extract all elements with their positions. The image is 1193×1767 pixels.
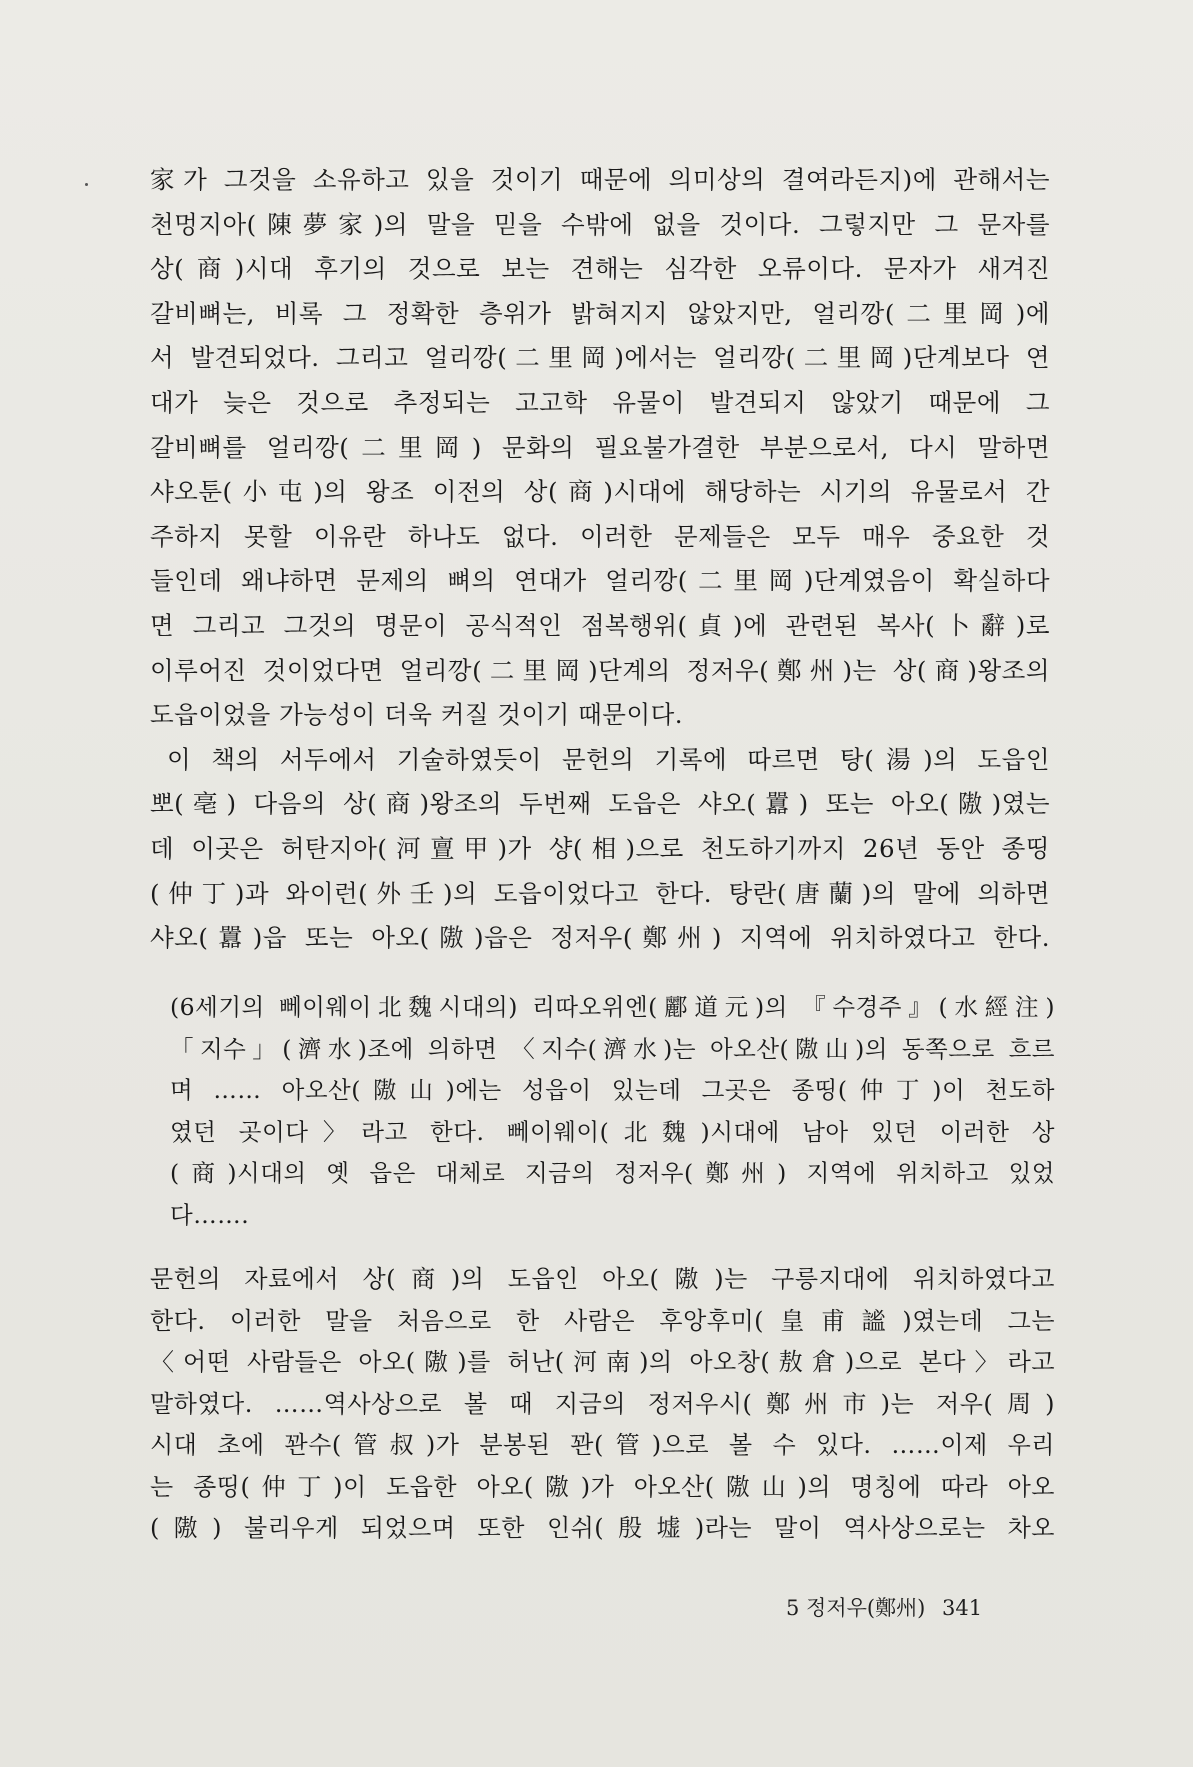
text-line: 갈비뼈는, 비록 그 정확한 층위가 밝혀지지 않았지만, 얼리깡(二里岡)에 <box>150 298 1050 328</box>
text-line: 〈어떤 사람들은 아오(隞)를 허난(河南)의 아오창(敖倉)으로 본다〉라고 <box>150 1348 1055 1376</box>
text-line: 뽀(亳) 다음의 상(商)왕조의 두번째 도읍은 샤오(囂) 또는 아오(隞)였는 <box>150 789 1050 819</box>
text-line: (隞) 불리우게 되었으며 또한 인쉬(殷墟)라는 말이 역사상으로는 차오 <box>150 1514 1055 1542</box>
text-line: 서 발견되었다. 그리고 얼리깡(二里岡)에서는 얼리깡(二里岡)단계보다 연 <box>150 343 1050 373</box>
text-line: 주하지 못할 이유란 하나도 없다. 이러한 문제들은 모두 매우 중요한 것 <box>150 521 1050 551</box>
quote-line: 「지수」(濟水)조에 의하면 〈지수(濟水)는 아오산(隞山)의 동쪽으로 흐르 <box>170 1034 1055 1063</box>
page-footer <box>786 1592 992 1622</box>
text-line: 면 그리고 그것의 명문이 공식적인 점복행위(貞)에 관련된 복사(卜辭)로 <box>150 610 1050 640</box>
text-line: 천멍지아(陳夢家)의 말을 믿을 수밖에 없을 것이다. 그렇지만 그 문자를 <box>150 209 1050 239</box>
text-line: 들인데 왜냐하면 문제의 뼈의 연대가 얼리깡(二里岡)단계였음이 확실하다 <box>150 566 1050 596</box>
speck-mark <box>85 183 88 186</box>
text-line: 문헌의 자료에서 상(商)의 도읍인 아오(隞)는 구릉지대에 위치하였다고 <box>150 1265 1055 1293</box>
quote-line: (6세기의 뻬이웨이北魏시대의) 리따오위엔(酈道元)의 『수경주』(水經注) <box>170 993 1055 1021</box>
text-line: 한다. 이러한 말을 처음으로 한 사람은 후앙후미(皇甫謐)였는데 그는 <box>150 1306 1055 1335</box>
main-paragraphs <box>150 158 1050 961</box>
quote-line: 다……. <box>170 1200 250 1229</box>
text-line: 이 책의 서두에서 기술하였듯이 문헌의 기록에 따르면 탕(湯)의 도읍인 <box>167 744 1050 774</box>
quote-line: 였던 곳이다〉라고 한다. 뻬이웨이(北魏)시대에 남아 있던 이러한 상 <box>170 1117 1055 1146</box>
text-line: 대가 늦은 것으로 추정되는 고고학 유물이 발견되지 않았기 때문에 그 <box>150 387 1050 417</box>
text-line: 샤오툰(小屯)의 왕조 이전의 상(商)시대에 해당하는 시기의 유물로서 간 <box>150 477 1050 507</box>
text-line: 家가 그것을 소유하고 있을 것이기 때문에 의미상의 결여라든지)에 관해서는 <box>150 165 1050 194</box>
second-paragraph <box>150 1259 1055 1550</box>
text-line: 상(商)시대 후기의 것으로 보는 견해는 심각한 오류이다. 문자가 새겨진 <box>150 254 1050 284</box>
text-line: 이루어진 것이었다면 얼리깡(二里岡)단계의 정저우(鄭州)는 상(商)왕조의 <box>150 655 1050 685</box>
quote-line: 며 …… 아오산(隞山)에는 성읍이 있는데 그곳은 종띵(仲丁)이 천도하 <box>170 1076 1055 1105</box>
quote-line: (商)시대의 옛 읍은 대체로 지금의 정저우(鄭州) 지역에 위치하고 있었 <box>170 1159 1055 1188</box>
page-number: 341 <box>941 1596 983 1620</box>
block-quote <box>170 987 1055 1237</box>
text-line: 도읍이었을 가능성이 더욱 커질 것이기 때문이다. <box>150 700 684 730</box>
text-line: 데 이곳은 허탄지아(河亶甲)가 샹(相)으로 천도하기까지 26년 동안 종띵 <box>150 833 1050 863</box>
text-line: 샤오(囂)읍 또는 아오(隞)읍은 정저우(鄭州) 지역에 위치하였다고 한다. <box>150 923 1050 953</box>
text-line: 시대 초에 꽌수(管叔)가 분봉된 꽌(管)으로 볼 수 있다. ……이제 우리 <box>150 1431 1055 1459</box>
running-footer-chapter: 5 정저우(鄭州) <box>786 1596 926 1620</box>
text-line: (仲丁)과 와이런(外壬)의 도읍이었다고 한다. 탕란(唐蘭)의 말에 의하면 <box>150 878 1050 908</box>
text-line: 는 종띵(仲丁)이 도읍한 아오(隞)가 아오산(隞山)의 명칭에 따라 아오 <box>150 1472 1055 1501</box>
text-line: 말하였다. ……역사상으로 볼 때 지금의 정저우시(鄭州市)는 저우(周) <box>150 1389 1055 1418</box>
text-line: 갈비뼈를 얼리깡(二里岡) 문화의 필요불가결한 부분으로서, 다시 말하면 <box>150 432 1050 462</box>
